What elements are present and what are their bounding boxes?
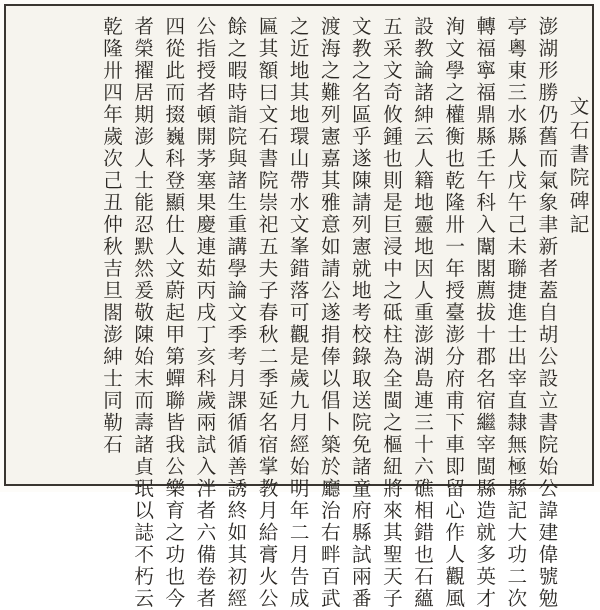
inscription-column-11: 餘之暇時詣院與諸生重講學論文季考月課循循善誘終如其初經	[223, 16, 247, 610]
inscription-column-7: 文教之名區乎遂陳請列憲就地考校錄取送院免諸童府縣試兩番	[348, 16, 372, 610]
inscription-column-4: 洵文學之權衡也乾隆卅一年授臺澎分府甫下車即留心作人觀風	[441, 16, 465, 610]
inscription-column-12: 公指授者頓開茅塞果慶連茹丙戌丁亥科歲兩試入泮者六備卷者	[192, 16, 216, 610]
inscription-dedication: 乾隆卅四年歲次己丑仲秋吉旦閤澎紳士同勒石	[99, 16, 123, 456]
inscription-column-5: 設教論諸紳云人籍地靈地因人重澎湖島連三十六礁相錯也石蘊	[410, 16, 434, 610]
inscription-title: 文石書院碑記	[566, 96, 589, 238]
inscription-column-3: 轉福寧福鼎縣壬午科入闈閣薦拔十郡名宿繼宰閩縣造就多英才	[472, 16, 496, 610]
inscription-column-8: 渡海之難列憲嘉其雅意如請公遂捐俸以倡卜築於廳治右畔百武	[317, 16, 341, 610]
inscription-column-13: 四從此而掇巍科登顯仕人文蔚起甲第蟬聯皆我公樂育之功也今	[161, 16, 185, 610]
stele-text-block	[20, 16, 592, 610]
stele-frame	[4, 4, 594, 610]
inscription-column-10: 匾其額曰文石書院崇祀五夫子春秋二季延名宿掌教月給膏火公	[255, 16, 279, 610]
inscription-column-14: 者榮擢居期澎人士能忍默然爰敬陳始末而壽諸貞珉以誌不朽云	[130, 16, 154, 610]
inscription-column-9: 之近地其地環山帶水文峯錯落可觀是歲九月經始明年二月告成	[286, 16, 310, 610]
inscription-column-2: 亭粵東三水縣人戊午己未聯捷進士出宰直隸無極縣記大功二次	[503, 16, 527, 610]
inscription-column-6: 五采文奇攸鍾也則是巨浸中之砥柱為全閩之樞紐將來其聖天子	[379, 16, 403, 610]
inscription-column-1: 澎湖形勝仍舊而氣象聿新者蓋自胡公設立書院始公諱建偉號勉	[534, 16, 558, 610]
